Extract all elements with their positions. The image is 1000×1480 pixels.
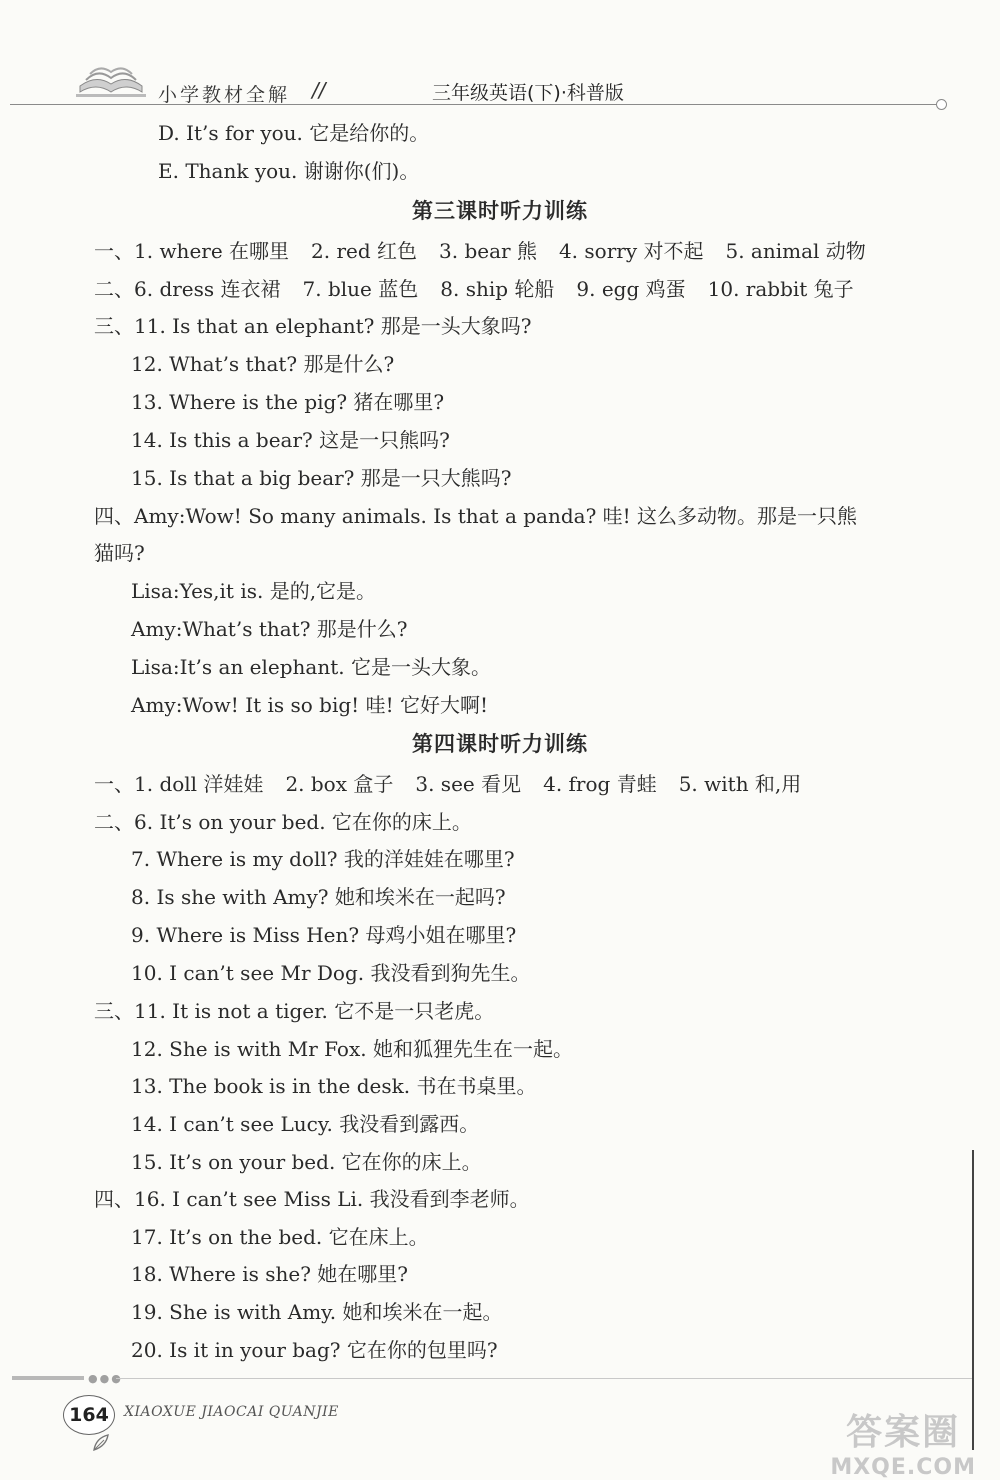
text-line: 14. I can’t see Lucy. 我没看到露西。: [131, 1112, 480, 1136]
section-title: 第四课时听力训练: [412, 732, 588, 756]
part-row: [94, 810, 472, 834]
part-prefix: 一、: [94, 239, 134, 263]
page-number: 164: [63, 1395, 115, 1435]
text-line: 6. It’s on your bed. 它在你的床上。: [134, 810, 472, 834]
header-rule-end-icon: [936, 99, 947, 110]
book-logo-icon: [76, 56, 146, 100]
part-prefix: 三、: [94, 314, 134, 338]
vocab-item: 8. ship 轮船: [440, 277, 555, 301]
dialogue-line: Amy:Wow! So many animals. Is that a panda? 哇! 这么多动物。那是一只熊: [134, 504, 858, 528]
text-line: 20. Is it in your bag? 它在你的包里吗?: [131, 1338, 498, 1362]
vocab-item: 7. blue 蓝色: [302, 277, 419, 301]
part-row: [94, 1187, 530, 1211]
part-row: [94, 239, 866, 263]
text-line: 17. It’s on the bed. 它在床上。: [131, 1225, 429, 1249]
text-line: 9. Where is Miss Hen? 母鸡小姐在哪里?: [131, 923, 517, 947]
part-row: [94, 314, 531, 338]
dialogue-line: Lisa:It’s an elephant. 它是一头大象。: [131, 655, 491, 679]
part-prefix: 四、: [94, 1187, 134, 1211]
vocab-item: 3. bear 熊: [439, 239, 537, 263]
vocab-item: 1. where 在哪里: [134, 239, 290, 263]
text-line: 12. What’s that? 那是什么?: [131, 352, 395, 376]
text-line: D. It’s for you. 它是给你的。: [158, 121, 430, 145]
part-row: [94, 277, 854, 301]
part-row: [94, 772, 801, 796]
part-row: [94, 504, 857, 528]
header-slash: //: [312, 78, 326, 102]
vocab-item: 2. box 盒子: [285, 772, 394, 796]
vocab-item: 6. dress 连衣裙: [134, 277, 281, 301]
part-prefix: 二、: [94, 277, 134, 301]
book-title: 三年级英语(下)·科普版: [432, 82, 624, 104]
vocab-item: 10. rabbit 兔子: [707, 277, 854, 301]
part-prefix: 四、: [94, 504, 134, 528]
text-line: 8. Is she with Amy? 她和埃米在一起吗?: [131, 885, 506, 909]
text-line: 15. Is that a big bear? 那是一只大熊吗?: [131, 466, 512, 490]
text-line: 12. She is with Mr Fox. 她和狐狸先生在一起。: [131, 1037, 573, 1061]
text-line: 11. It is not a tiger. 它不是一只老虎。: [134, 999, 495, 1023]
header-rule: [10, 104, 938, 105]
leaf-icon: [92, 1432, 112, 1452]
part-prefix: 一、: [94, 772, 134, 796]
text-line: 13. The book is in the desk. 书在书桌里。: [131, 1074, 537, 1098]
watermark: [830, 1404, 976, 1480]
vocab-item: 5. with 和,用: [678, 772, 802, 796]
part-row: [94, 999, 494, 1023]
text-line: 16. I can’t see Miss Li. 我没看到李老师。: [134, 1187, 530, 1211]
section-title: 第三课时听力训练: [412, 199, 588, 223]
part-prefix: 二、: [94, 810, 134, 834]
vocab-item: 2. red 红色: [311, 239, 418, 263]
vocab-item: 3. see 看见: [415, 772, 522, 796]
text-line: E. Thank you. 谢谢你(们)。: [158, 159, 420, 183]
dialogue-line: Amy:What’s that? 那是什么?: [131, 617, 408, 641]
footer-rule: [116, 1378, 974, 1379]
text-line: 14. Is this a bear? 这是一只熊吗?: [131, 428, 450, 452]
text-line: 7. Where is my doll? 我的洋娃娃在哪里?: [131, 847, 515, 871]
vocab-item: 9. egg 鸡蛋: [576, 277, 686, 301]
vocab-item: 4. frog 青蛙: [543, 772, 657, 796]
part-prefix: 三、: [94, 999, 134, 1023]
text-line: 10. I can’t see Mr Dog. 我没看到狗先生。: [131, 961, 531, 985]
text-line: 15. It’s on your bed. 它在你的床上。: [131, 1150, 482, 1174]
text-line: 19. She is with Amy. 她和埃米在一起。: [131, 1300, 503, 1324]
footer-dots-icon: ●●●: [88, 1372, 123, 1385]
dialogue-line: 猫吗?: [94, 541, 145, 565]
text-line: 11. Is that an elephant? 那是一头大象吗?: [134, 314, 532, 338]
text-line: 18. Where is she? 她在哪里?: [131, 1262, 408, 1286]
series-title: 小学教材全解: [158, 84, 291, 106]
footer-bar: [12, 1376, 84, 1380]
watermark-main: 答案圈: [846, 1412, 961, 1453]
vocab-item: 4. sorry 对不起: [558, 239, 704, 263]
dialogue-line: Lisa:Yes,it is. 是的,它是。: [131, 579, 377, 603]
footer-title: XIAOXUE JIAOCAI QUANJIE: [124, 1404, 339, 1420]
vocab-item: 5. animal 动物: [725, 239, 866, 263]
vocab-item: 1. doll 洋娃娃: [134, 772, 264, 796]
watermark-site: MXQE.COM: [830, 1455, 976, 1480]
text-line: 13. Where is the pig? 猪在哪里?: [131, 390, 445, 414]
dialogue-line: Amy:Wow! It is so big! 哇! 它好大啊!: [131, 693, 489, 717]
